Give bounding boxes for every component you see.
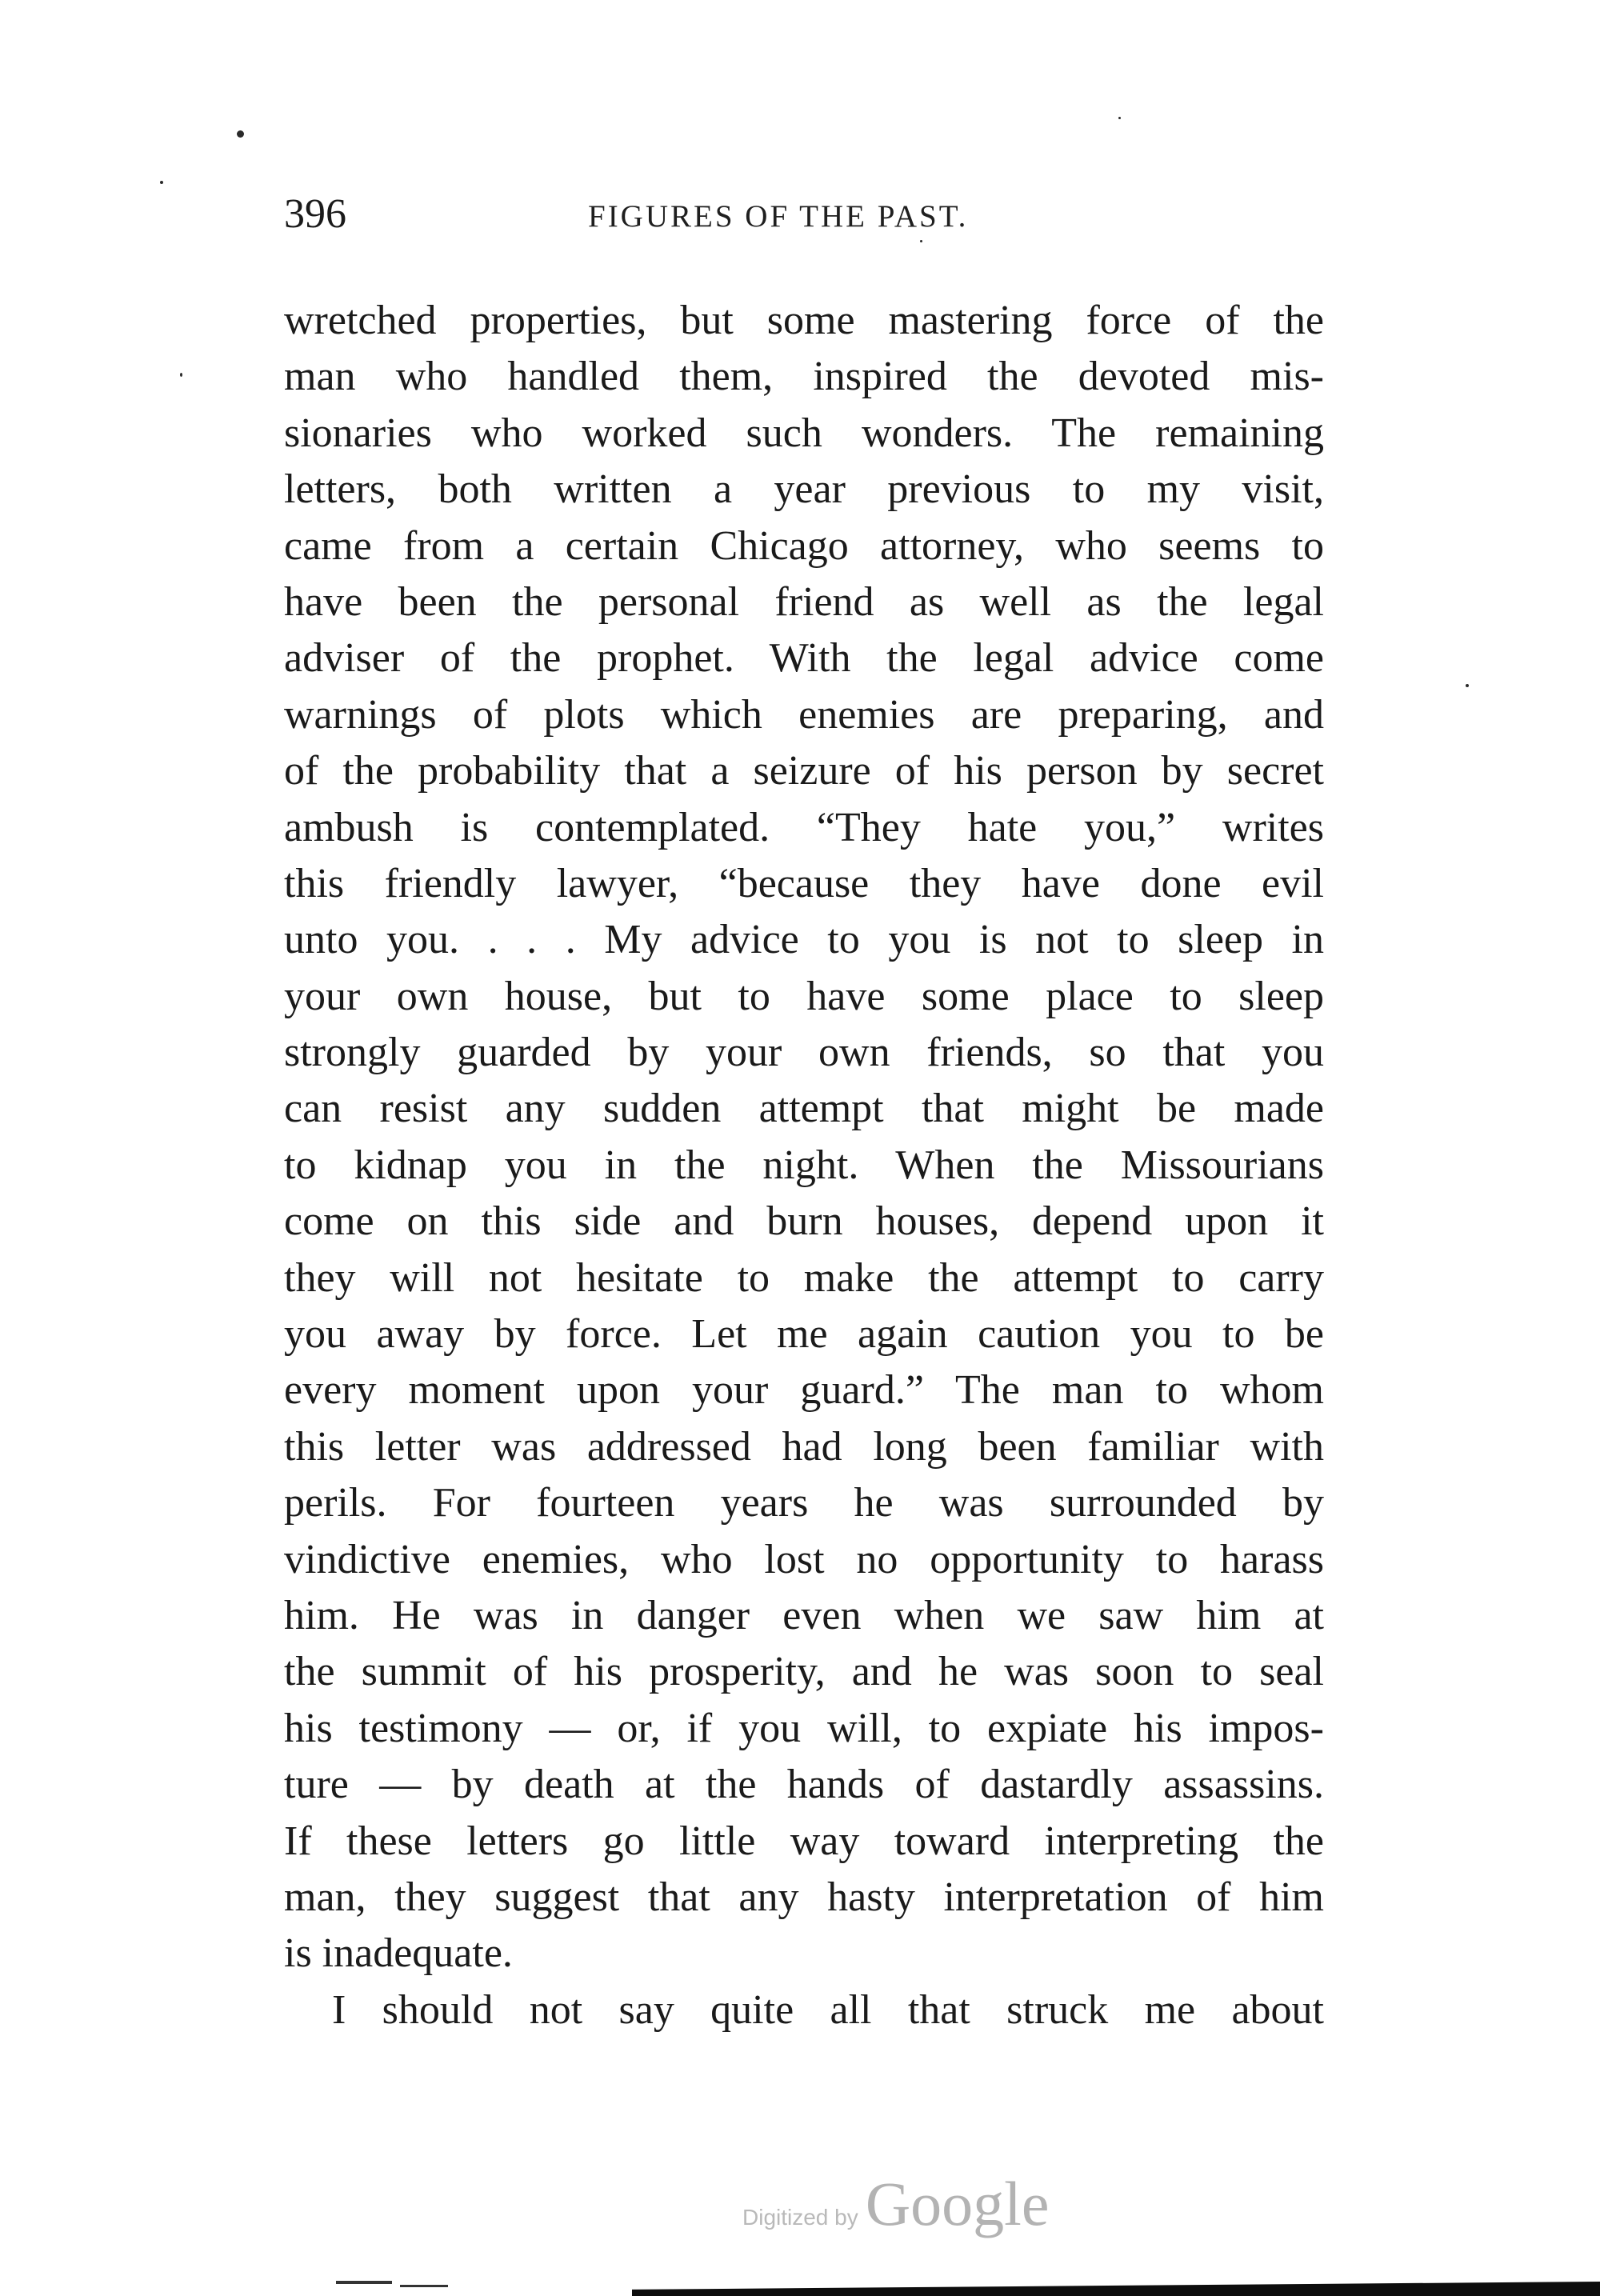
scan-speck bbox=[180, 373, 182, 377]
text-line: man who handled them, inspired the devoted mis- bbox=[284, 354, 1324, 400]
text-line: of the probability that a seizure of his person by secret bbox=[284, 748, 1324, 794]
scan-speck bbox=[1118, 117, 1121, 119]
text-line: you away by force. Let me again caution you to be bbox=[284, 1311, 1324, 1358]
scan-speck bbox=[920, 240, 922, 242]
scan-edge-mark bbox=[400, 2285, 448, 2287]
scan-speck bbox=[160, 181, 163, 184]
text-line: him. He was in danger even when we saw him at bbox=[284, 1592, 1324, 1638]
text-line: his testimony — or, if you will, to expiate his impos- bbox=[284, 1705, 1324, 1751]
scan-edge-mark bbox=[336, 2281, 392, 2284]
text-line: can resist any sudden attempt that might be made bbox=[284, 1086, 1324, 1132]
paragraph-start-line: I should not say quite all that struck me about bbox=[332, 1986, 1324, 2033]
text-line: sionaries who worked such wonders. The remaining bbox=[284, 410, 1324, 456]
scan-speck bbox=[237, 130, 244, 138]
text-line: have been the personal friend as well as the legal bbox=[284, 578, 1324, 625]
text-line: to kidnap you in the night. When the Missourians bbox=[284, 1142, 1324, 1188]
page-number: 396 bbox=[284, 191, 346, 237]
text-line: every moment upon your guard.” The man to whom bbox=[284, 1367, 1324, 1414]
text-line: this friendly lawyer, “because they have done evil bbox=[284, 860, 1324, 906]
text-line: vindictive enemies, who lost no opportunity to harass bbox=[284, 1536, 1324, 1582]
running-head: FIGURES OF THE PAST. bbox=[588, 199, 969, 234]
text-line: they will not hesitate to make the attempt to carry bbox=[284, 1254, 1324, 1301]
body-text bbox=[284, 293, 1324, 2038]
text-line: adviser of the prophet. With the legal advice come bbox=[284, 635, 1324, 682]
text-line: strongly guarded by your own friends, so that you bbox=[284, 1030, 1324, 1076]
text-line: ambush is contemplated. “They hate you,” writes bbox=[284, 804, 1324, 850]
text-line: perils. For fourteen years he was surrounded by bbox=[284, 1480, 1324, 1526]
text-line: letters, both written a year previous to my visit, bbox=[284, 466, 1324, 513]
text-line: man, they suggest that any hasty interpretation of him bbox=[284, 1874, 1324, 1920]
text-line: this letter was addressed had long been familiar with bbox=[284, 1423, 1324, 1470]
text-line: If these letters go little way toward interpreting the bbox=[284, 1818, 1324, 1864]
google-logo: Google bbox=[865, 2169, 1050, 2238]
text-line: the summit of his prosperity, and he was soon to seal bbox=[284, 1649, 1324, 1695]
text-line: wretched properties, but some mastering force of the bbox=[284, 298, 1324, 343]
text-line: ture — by death at the hands of dastardly assassins. bbox=[284, 1762, 1324, 1808]
digitized-label: Digitized by bbox=[742, 2205, 858, 2230]
scan-speck bbox=[1466, 684, 1469, 687]
text-line: come on this side and burn houses, depend upon it bbox=[284, 1198, 1324, 1245]
digitized-by-google-watermark bbox=[742, 2168, 1049, 2240]
scan-edge-shadow bbox=[632, 2282, 1600, 2296]
text-line: came from a certain Chicago attorney, who seems to bbox=[284, 522, 1324, 569]
paragraph-end-line: is inadequate. bbox=[284, 1930, 513, 1977]
text-line: warnings of plots which enemies are preparing, and bbox=[284, 691, 1324, 738]
page-header bbox=[284, 190, 1324, 246]
text-line: unto you. . . . My advice to you is not to sleep in bbox=[284, 917, 1324, 963]
text-line: your own house, but to have some place to sleep bbox=[284, 973, 1324, 1019]
